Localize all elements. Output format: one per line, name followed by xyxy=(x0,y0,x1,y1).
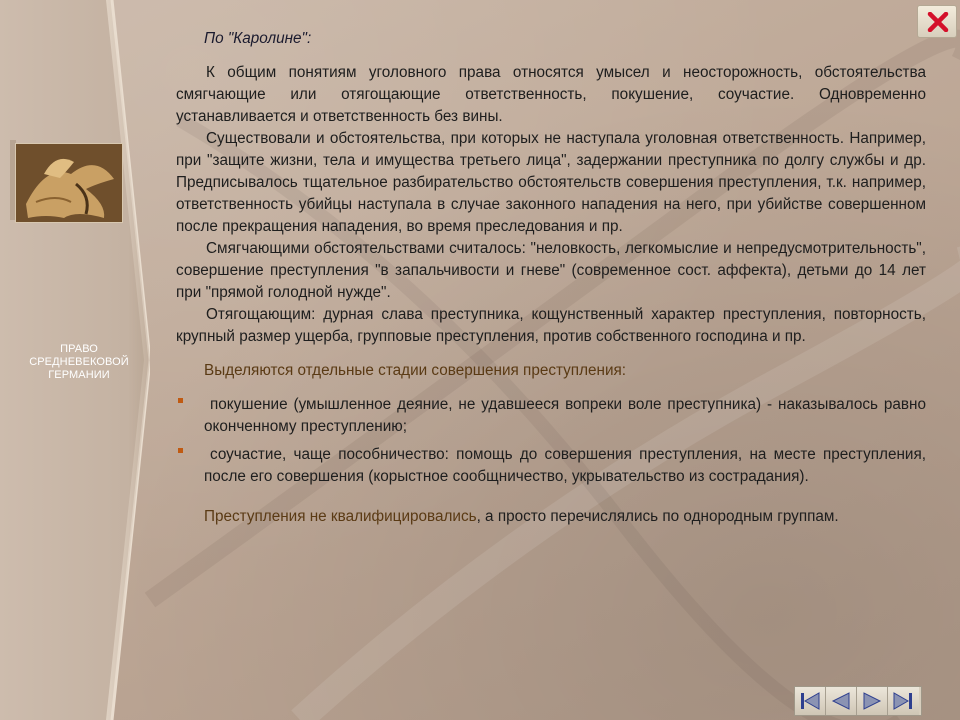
main-content xyxy=(176,28,926,528)
first-page-button[interactable] xyxy=(795,687,826,715)
section-label: ПРАВО СРЕДНЕВЕКОВОЙ ГЕРМАНИИ xyxy=(29,343,129,381)
section-heading: Выделяются отдельные стадии совершения преступления: xyxy=(204,362,627,379)
paragraph: К общим понятиям уголовного права относятся умысел и неосторожность, обстоятельства смягчающие или отягощающие ответственность, покушение, соучастие. Одновременно устанавливается и ответственность без вины. xyxy=(176,64,926,125)
slide-navigation xyxy=(794,686,922,716)
close-icon xyxy=(927,12,949,32)
figure-illustration xyxy=(16,144,122,222)
previous-page-icon xyxy=(831,692,851,710)
closing-rest: , а просто перечислялись по однородным группам. xyxy=(476,508,839,525)
bullet-marker xyxy=(178,398,183,403)
closing-paragraph xyxy=(204,506,926,528)
next-page-icon xyxy=(862,692,882,710)
medieval-figure-image xyxy=(15,143,123,223)
stages-list xyxy=(176,394,926,488)
paragraph: Существовали и обстоятельства, при которых не наступала уголовная ответственность. Например, при "защите жизни, тела и имущества третьего лица", задержании преступника по долгу службы и др. Предписывалось тщательное разбирательство обстоятельств совершения преступления, т.к. например, ответственность убийцы наступала в случае законного нападения на него, при убийстве совершенном после прекращения нападения, во время преследования и пр. xyxy=(176,130,926,235)
paragraph: Смягчающими обстоятельствами считалось: "неловкость, легкомыслие и непредусмотрительность", совершение преступления "в запальчивости и гневе" (современное сост. аффекта), детьми до 14 лет при "прямой голодной нужде". xyxy=(176,240,926,301)
last-page-button[interactable] xyxy=(888,687,919,715)
left-panel xyxy=(0,0,150,720)
first-page-icon xyxy=(800,692,820,710)
list-item-text: покушение (умышленное деяние, не удавшееся вопреки воле преступника) - наказывалось равно оконченному преступлению; xyxy=(204,396,926,435)
paragraph: Отягощающим: дурная слава преступника, кощунственный характер преступления, повторность, крупный размер ущерба, групповые преступления, против собственного господина и пр. xyxy=(176,306,926,345)
last-page-icon xyxy=(893,692,913,710)
closing-accent: Преступления не квалифицировались xyxy=(204,508,477,525)
list-item xyxy=(176,444,926,488)
previous-page-button[interactable] xyxy=(826,687,857,715)
list-item-text: соучастие, чаще пособничество: помощь до совершения преступления, на месте преступления, после его совершения (корыстное сообщничество, укрывательство из сострадания). xyxy=(204,446,926,485)
next-page-button[interactable] xyxy=(857,687,888,715)
list-item xyxy=(176,394,926,438)
page-subtitle: По "Каролине": xyxy=(204,30,312,47)
bullet-marker xyxy=(178,448,183,453)
